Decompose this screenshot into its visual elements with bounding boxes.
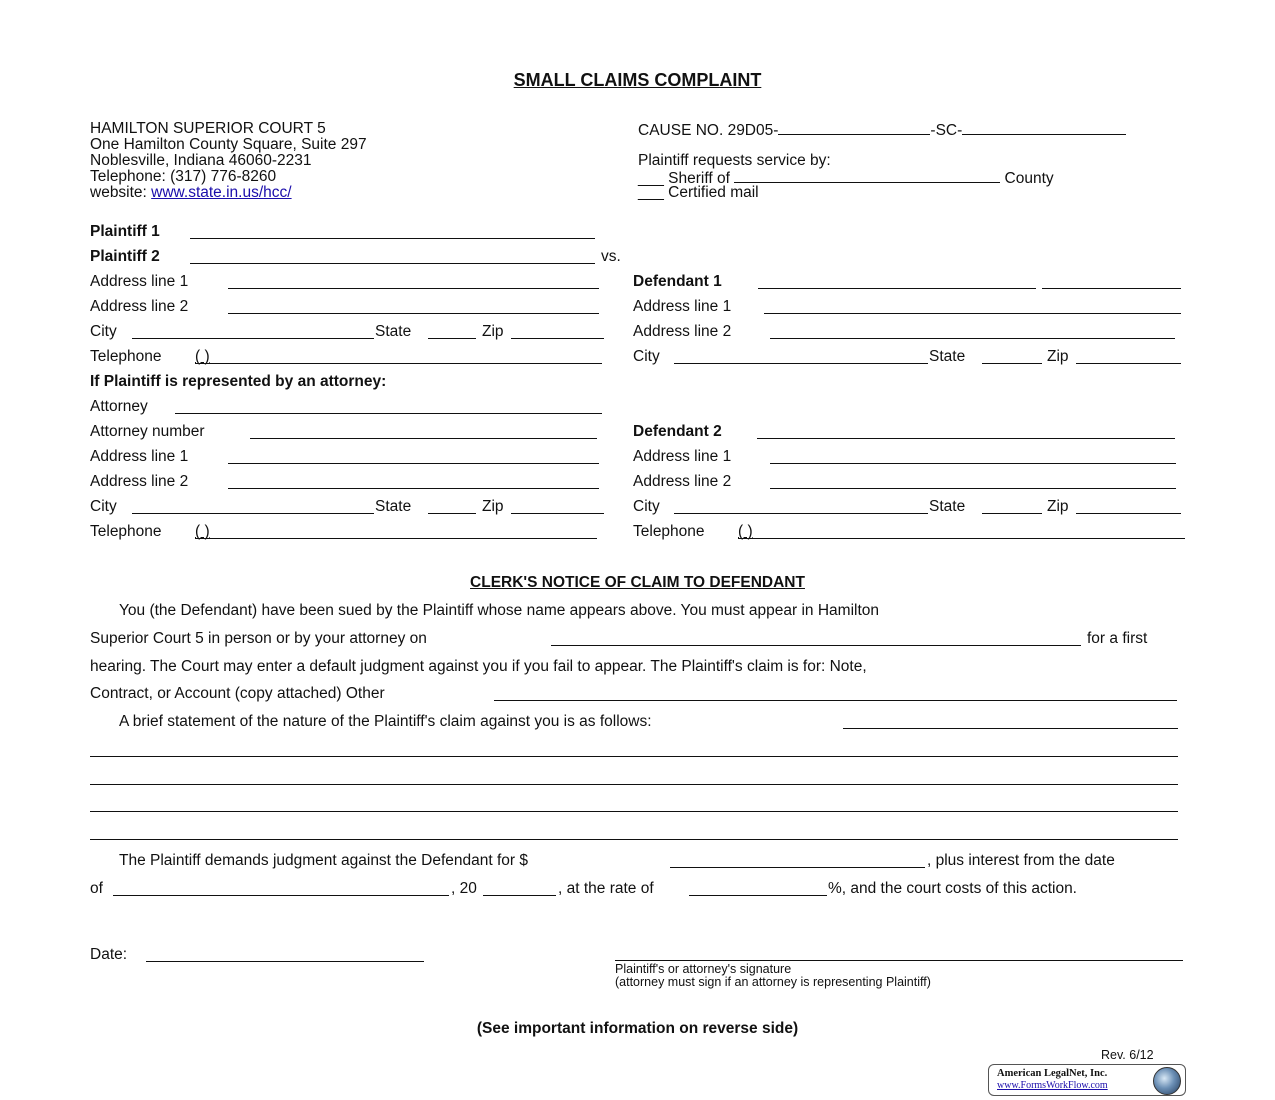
of-text-d: %, and the court costs of this action.	[828, 880, 1077, 897]
defendant2-state-field[interactable]	[982, 513, 1042, 514]
cause-middle: -SC-	[930, 122, 963, 139]
notice-line1: You (the Defendant) have been sued by the Plaintiff whose name appears above. You must appear in Hamilton	[119, 602, 880, 619]
plaintiff-area-code: ( )	[195, 348, 210, 365]
claim-statement-field-5[interactable]	[90, 839, 1178, 840]
of-text-b: , 20	[451, 880, 477, 897]
revision-label: Rev. 6/12	[1101, 1048, 1154, 1062]
cause-number	[638, 121, 1126, 139]
notice-line2-a: Superior Court 5 in person or by your attorney on	[90, 630, 427, 647]
claim-statement-field-1[interactable]	[843, 728, 1178, 729]
plaintiff-state-label: State	[375, 323, 412, 340]
notice-line3: hearing. The Court may enter a default judgment against you if you fail to appear. The Plaintiff's claim is for: Note,	[90, 658, 867, 675]
vs-label: vs.	[601, 248, 621, 265]
defendant1-city-field[interactable]	[674, 363, 928, 364]
plaintiff-state-field[interactable]	[428, 338, 476, 339]
of-text-a: of	[90, 880, 103, 897]
defendant2-zip-field[interactable]	[1076, 513, 1181, 514]
claim-statement-field-3[interactable]	[90, 784, 1178, 785]
plaintiff-telephone-field[interactable]	[195, 363, 602, 364]
attorney-address2-field[interactable]	[228, 488, 599, 489]
plaintiff-city-label: City	[90, 323, 117, 340]
claim-other-field[interactable]	[494, 700, 1177, 701]
attorney-area-code: ( )	[195, 523, 210, 540]
defendant2-field[interactable]	[757, 438, 1175, 439]
attorney-address1-label: Address line 1	[90, 448, 189, 465]
plaintiff1-field[interactable]	[190, 238, 595, 239]
date-label: Date:	[90, 946, 128, 963]
interest-rate-field[interactable]	[689, 895, 827, 896]
defendant2-address2-field[interactable]	[770, 488, 1176, 489]
attorney-city-label: City	[90, 498, 117, 515]
attorney-state-field[interactable]	[428, 513, 476, 514]
defendant1-address2-field[interactable]	[770, 338, 1175, 339]
court-website	[90, 185, 292, 201]
defendant1-field-2[interactable]	[1042, 288, 1181, 289]
sheriff-suffix: County	[1004, 170, 1054, 187]
notice-line5: A brief statement of the nature of the Plaintiff's claim against you is as follows:	[119, 713, 652, 730]
defendant1-state-field[interactable]	[982, 363, 1042, 364]
reverse-side-note: (See important information on reverse side)	[476, 1020, 799, 1037]
page-title: SMALL CLAIMS COMPLAINT	[513, 70, 762, 90]
defendant1-zip-label: Zip	[1047, 348, 1069, 365]
plaintiff1-row	[90, 224, 160, 240]
plaintiff-zip-label: Zip	[482, 323, 504, 340]
defendant2-address1-label: Address line 1	[633, 448, 732, 465]
defendant2-telephone-field[interactable]	[738, 538, 1185, 539]
defendant1-city-label: City	[633, 348, 660, 365]
claim-statement-field-4[interactable]	[90, 811, 1178, 812]
service-certified: ___ Certified mail	[638, 184, 759, 201]
defendant2-address2-label: Address line 2	[633, 473, 732, 490]
defendant2-city-label: City	[633, 498, 660, 515]
defendant2-address1-field[interactable]	[770, 463, 1176, 464]
service-heading: Plaintiff requests service by:	[638, 152, 831, 169]
court-address-line2: Noblesville, Indiana 46060-2231	[90, 152, 312, 169]
plaintiff-address1-field[interactable]	[228, 288, 599, 289]
signature-label: Plaintiff's or attorney's signature	[615, 962, 792, 976]
plaintiff-address2-field[interactable]	[228, 313, 599, 314]
attorney-label: Attorney	[90, 398, 148, 415]
claim-statement-field-2[interactable]	[90, 756, 1178, 757]
plaintiff-address2-label: Address line 2	[90, 298, 189, 315]
attorney-city-field[interactable]	[132, 513, 374, 514]
plaintiff-address1-label: Address line 1	[90, 273, 189, 290]
defendant1-label: Defendant 1	[633, 273, 722, 290]
notice-line2-b: for a first	[1087, 630, 1148, 647]
demand-text-b: , plus interest from the date	[927, 852, 1115, 869]
attorney-zip-label: Zip	[482, 498, 504, 515]
defendant1-address1-field[interactable]	[764, 313, 1181, 314]
signature-note: (attorney must sign if an attorney is representing Plaintiff)	[615, 975, 931, 989]
hearing-date-field[interactable]	[551, 645, 1081, 646]
plaintiff-zip-field[interactable]	[511, 338, 604, 339]
plaintiff2-label: Plaintiff 2	[90, 248, 160, 265]
court-address-line1: One Hamilton County Square, Suite 297	[90, 136, 367, 153]
interest-year-field[interactable]	[483, 895, 556, 896]
attorney-state-label: State	[375, 498, 412, 515]
attorney-number-label: Attorney number	[90, 423, 205, 440]
of-text-c: , at the rate of	[558, 880, 654, 897]
demand-amount-field[interactable]	[670, 867, 925, 868]
attorney-address1-field[interactable]	[228, 463, 599, 464]
plaintiff-city-field[interactable]	[132, 338, 374, 339]
website-label: website:	[90, 184, 152, 201]
date-field[interactable]	[146, 961, 424, 962]
defendant1-state-label: State	[929, 348, 966, 365]
publisher-logo	[988, 1064, 1186, 1096]
logo-name: American LegalNet, Inc.	[997, 1068, 1108, 1079]
plaintiff-telephone-label: Telephone	[90, 348, 162, 365]
plaintiff1-label: Plaintiff 1	[90, 223, 160, 240]
sheriff-county-field[interactable]	[734, 169, 1000, 183]
attorney-address2-label: Address line 2	[90, 473, 189, 490]
globe-icon	[1153, 1067, 1181, 1095]
defendant2-telephone-label: Telephone	[633, 523, 705, 540]
demand-text-a: The Plaintiff demands judgment against the Defendant for $	[119, 852, 529, 869]
court-name: HAMILTON SUPERIOR COURT 5	[90, 120, 326, 137]
sheriff-prefix: ___ Sheriff of	[638, 170, 735, 187]
signature-field[interactable]	[615, 960, 1183, 961]
defendant2-state-label: State	[929, 498, 966, 515]
attorney-number-field[interactable]	[250, 438, 597, 439]
cause-number-field-1[interactable]	[778, 121, 930, 135]
defendant2-area-code: ( )	[738, 523, 753, 540]
attorney-telephone-field[interactable]	[195, 538, 597, 539]
attorney-zip-field[interactable]	[511, 513, 604, 514]
cause-prefix: CAUSE NO. 29D05-	[638, 122, 779, 139]
cause-number-field-2[interactable]	[962, 121, 1126, 135]
attorney-field[interactable]	[175, 413, 602, 414]
plaintiff2-field[interactable]	[190, 263, 595, 264]
court-telephone: Telephone: (317) 776-8260	[90, 168, 277, 185]
defendant2-label: Defendant 2	[633, 423, 722, 440]
logo-url[interactable]: www.FormsWorkFlow.com	[997, 1080, 1108, 1091]
website-link[interactable]: www.state.in.us/hcc/	[151, 184, 292, 201]
attorney-heading: If Plaintiff is represented by an attorney:	[90, 373, 387, 390]
defendant1-zip-field[interactable]	[1076, 363, 1181, 364]
attorney-telephone-label: Telephone	[90, 523, 162, 540]
interest-date-field[interactable]	[113, 895, 449, 896]
defendant2-zip-label: Zip	[1047, 498, 1069, 515]
defendant1-address2-label: Address line 2	[633, 323, 732, 340]
defendant2-city-field[interactable]	[674, 513, 928, 514]
notice-line4: Contract, or Account (copy attached) Other	[90, 685, 385, 702]
defendant1-address1-label: Address line 1	[633, 298, 732, 315]
defendant1-field[interactable]	[758, 288, 1036, 289]
notice-heading: CLERK'S NOTICE OF CLAIM TO DEFENDANT	[470, 574, 805, 591]
